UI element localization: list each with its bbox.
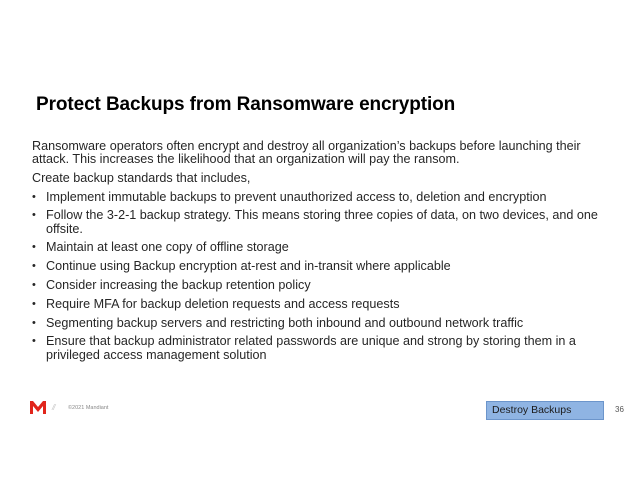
bullet-text: Ensure that backup administrator related passwords are unique and strong by storing them in a privileged access management solution (46, 334, 576, 362)
bullet-item (32, 241, 604, 254)
lead-paragraph: Create backup standards that includes, (32, 171, 251, 186)
bullet-text: Follow the 3-2-1 backup strategy. This means storing three copies of data, on two devices, and one offsite. (46, 208, 598, 236)
bullet-item (32, 335, 604, 361)
bullet-item (32, 191, 604, 204)
bullet-item (32, 298, 604, 311)
bullet-text: Maintain at least one copy of offline storage (46, 240, 289, 255)
bullet-text: Segmenting backup servers and restricting both inbound and outbound network traffic (46, 315, 524, 330)
bullet-dot-icon: • (32, 190, 36, 203)
bullet-item (32, 260, 604, 273)
bullet-item (32, 279, 604, 292)
bullet-dot-icon: • (32, 316, 36, 329)
slide-body (32, 140, 604, 367)
bullet-text: Implement immutable backups to prevent unauthorized access to, deletion and encryption (46, 189, 547, 204)
bullet-item (32, 317, 604, 330)
bullet-dot-icon: • (32, 279, 36, 291)
footer-divider: // (52, 403, 55, 412)
bullet-text: Continue using Backup encryption at-rest and in-transit where applicable (46, 259, 451, 274)
page-number: 36 (615, 405, 624, 414)
bullet-dot-icon: • (32, 335, 36, 348)
destroy-backups-tag: Destroy Backups (486, 401, 604, 420)
bullet-text: Consider increasing the backup retention policy (46, 278, 311, 292)
copyright-text: ©2021 Mandiant (68, 405, 109, 411)
slide-title: Protect Backups from Ransomware encryption (36, 94, 456, 115)
bullet-dot-icon: • (32, 260, 36, 273)
bullet-dot-icon: • (32, 209, 36, 222)
bullet-list (32, 191, 604, 362)
bullet-dot-icon: • (32, 241, 36, 254)
bullet-dot-icon: • (32, 297, 36, 310)
bullet-text: Require MFA for backup deletion requests and access requests (46, 296, 400, 311)
intro-paragraph: Ransomware operators often encrypt and destroy all organization’s backups before launching their attack. This increases the likelihood that an organization will pay the ransom. (32, 139, 581, 167)
bullet-item (32, 209, 604, 235)
mandiant-m-logo-icon (30, 401, 46, 414)
